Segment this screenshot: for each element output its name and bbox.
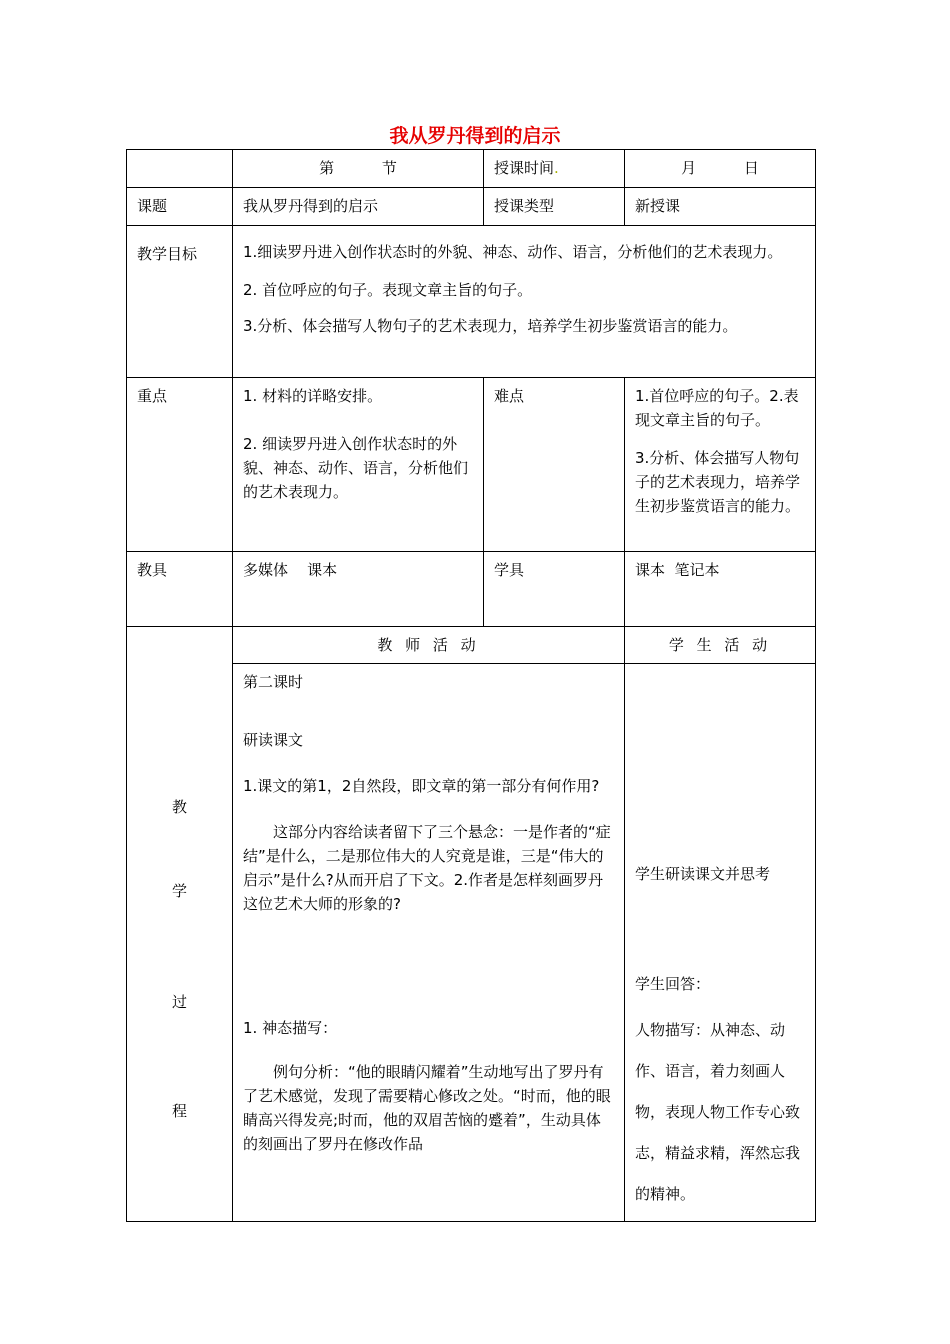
tools-student: 课本 笔记本 xyxy=(625,552,816,627)
section-cell: 第 节 xyxy=(233,150,484,188)
tools-student-label: 学具 xyxy=(484,552,625,627)
student-activity-header: 学 生 活 动 xyxy=(625,627,816,664)
key-point-item: 1. 材料的详略安排。 xyxy=(243,387,383,405)
teacher-activity-header: 教 师 活 动 xyxy=(233,627,625,664)
difficulty-item: 3.分析、体会描写人物句子的艺术表现力，培养学生初步鉴赏语言的能力。 xyxy=(635,449,801,515)
tools-teacher: 多媒体 课本 xyxy=(233,552,484,627)
student-activity-item: 学生研读课文并思考 xyxy=(635,865,771,883)
item-heading: 1. 神态描写： xyxy=(243,1019,338,1037)
key-points-content xyxy=(233,378,484,552)
time-label: 授课时间. xyxy=(484,150,625,188)
objective-item: 3.分析、体会描写人物句子的艺术表现力，培养学生初步鉴赏语言的能力。 xyxy=(243,317,738,335)
tools-label: 教具 xyxy=(127,552,233,627)
lesson-label: 第二课时 xyxy=(243,673,304,691)
student-activity-item: 学生回答： xyxy=(635,975,711,993)
month-day-cell: 月 日 xyxy=(625,150,816,188)
type-label: 授课类型 xyxy=(484,188,625,226)
student-activity-content xyxy=(625,664,816,1222)
process-char: 程 xyxy=(171,1102,187,1120)
process-char: 教 xyxy=(171,798,187,816)
process-label-cell xyxy=(127,627,233,1222)
question-text: 1.课文的第1，2自然段，即文章的第一部分有何作用? xyxy=(243,777,600,795)
objective-item: 1.细读罗丹进入创作状态时的外貌、神态、动作、语言，分析他们的艺术表现力。 xyxy=(243,243,783,261)
analysis-text: 例句分析：“他的眼睛闪耀着”生动地写出了罗丹有了艺术感觉，发现了需要精心修改之处。“时而，他的眼睛高兴得发亮;时而，他的双眉苦恼的蹙着”，生动具体的刻画出了罗丹在修改作品 xyxy=(243,1063,611,1153)
student-activity-item: 人物描写：从神态、动作、语言，着力刻画人物，表现人物工作专心致志，精益求精，浑然忘我的精神。 xyxy=(635,1021,801,1203)
key-points-label: 重点 xyxy=(127,378,233,552)
type-value: 新授课 xyxy=(625,188,816,226)
topic-value: 我从罗丹得到的启示 xyxy=(233,188,484,226)
difficulty-item: 1.首位呼应的句子。2.表现文章主旨的句子。 xyxy=(635,387,799,429)
activity-label: 研读课文 xyxy=(243,731,304,749)
lesson-plan-table xyxy=(126,149,816,1222)
process-char: 过 xyxy=(171,993,187,1011)
process-char: 学 xyxy=(171,882,187,900)
objective-item: 2. 首位呼应的句子。表现文章主旨的句子。 xyxy=(243,281,533,299)
answer-text: 这部分内容给读者留下了三个悬念：一是作者的“症结”是什么，二是那位伟大的人究竟是谁，三是“伟大的启示”是什么?从而开启了下文。2.作者是怎样刻画罗丹这位艺术大师的形象的? xyxy=(243,823,611,913)
difficulty-content xyxy=(625,378,816,552)
objectives-content xyxy=(233,226,816,378)
topic-label: 课题 xyxy=(127,188,233,226)
difficulty-label: 难点 xyxy=(484,378,625,552)
empty-cell xyxy=(127,150,233,188)
key-point-item: 2. 细读罗丹进入创作状态时的外貌、神态、动作、语言，分析他们的艺术表现力。 xyxy=(243,435,469,501)
objectives-label: 教学目标 xyxy=(127,226,233,378)
page-title: 我从罗丹得到的启示 xyxy=(389,125,561,147)
teacher-activity-content xyxy=(233,664,625,1222)
